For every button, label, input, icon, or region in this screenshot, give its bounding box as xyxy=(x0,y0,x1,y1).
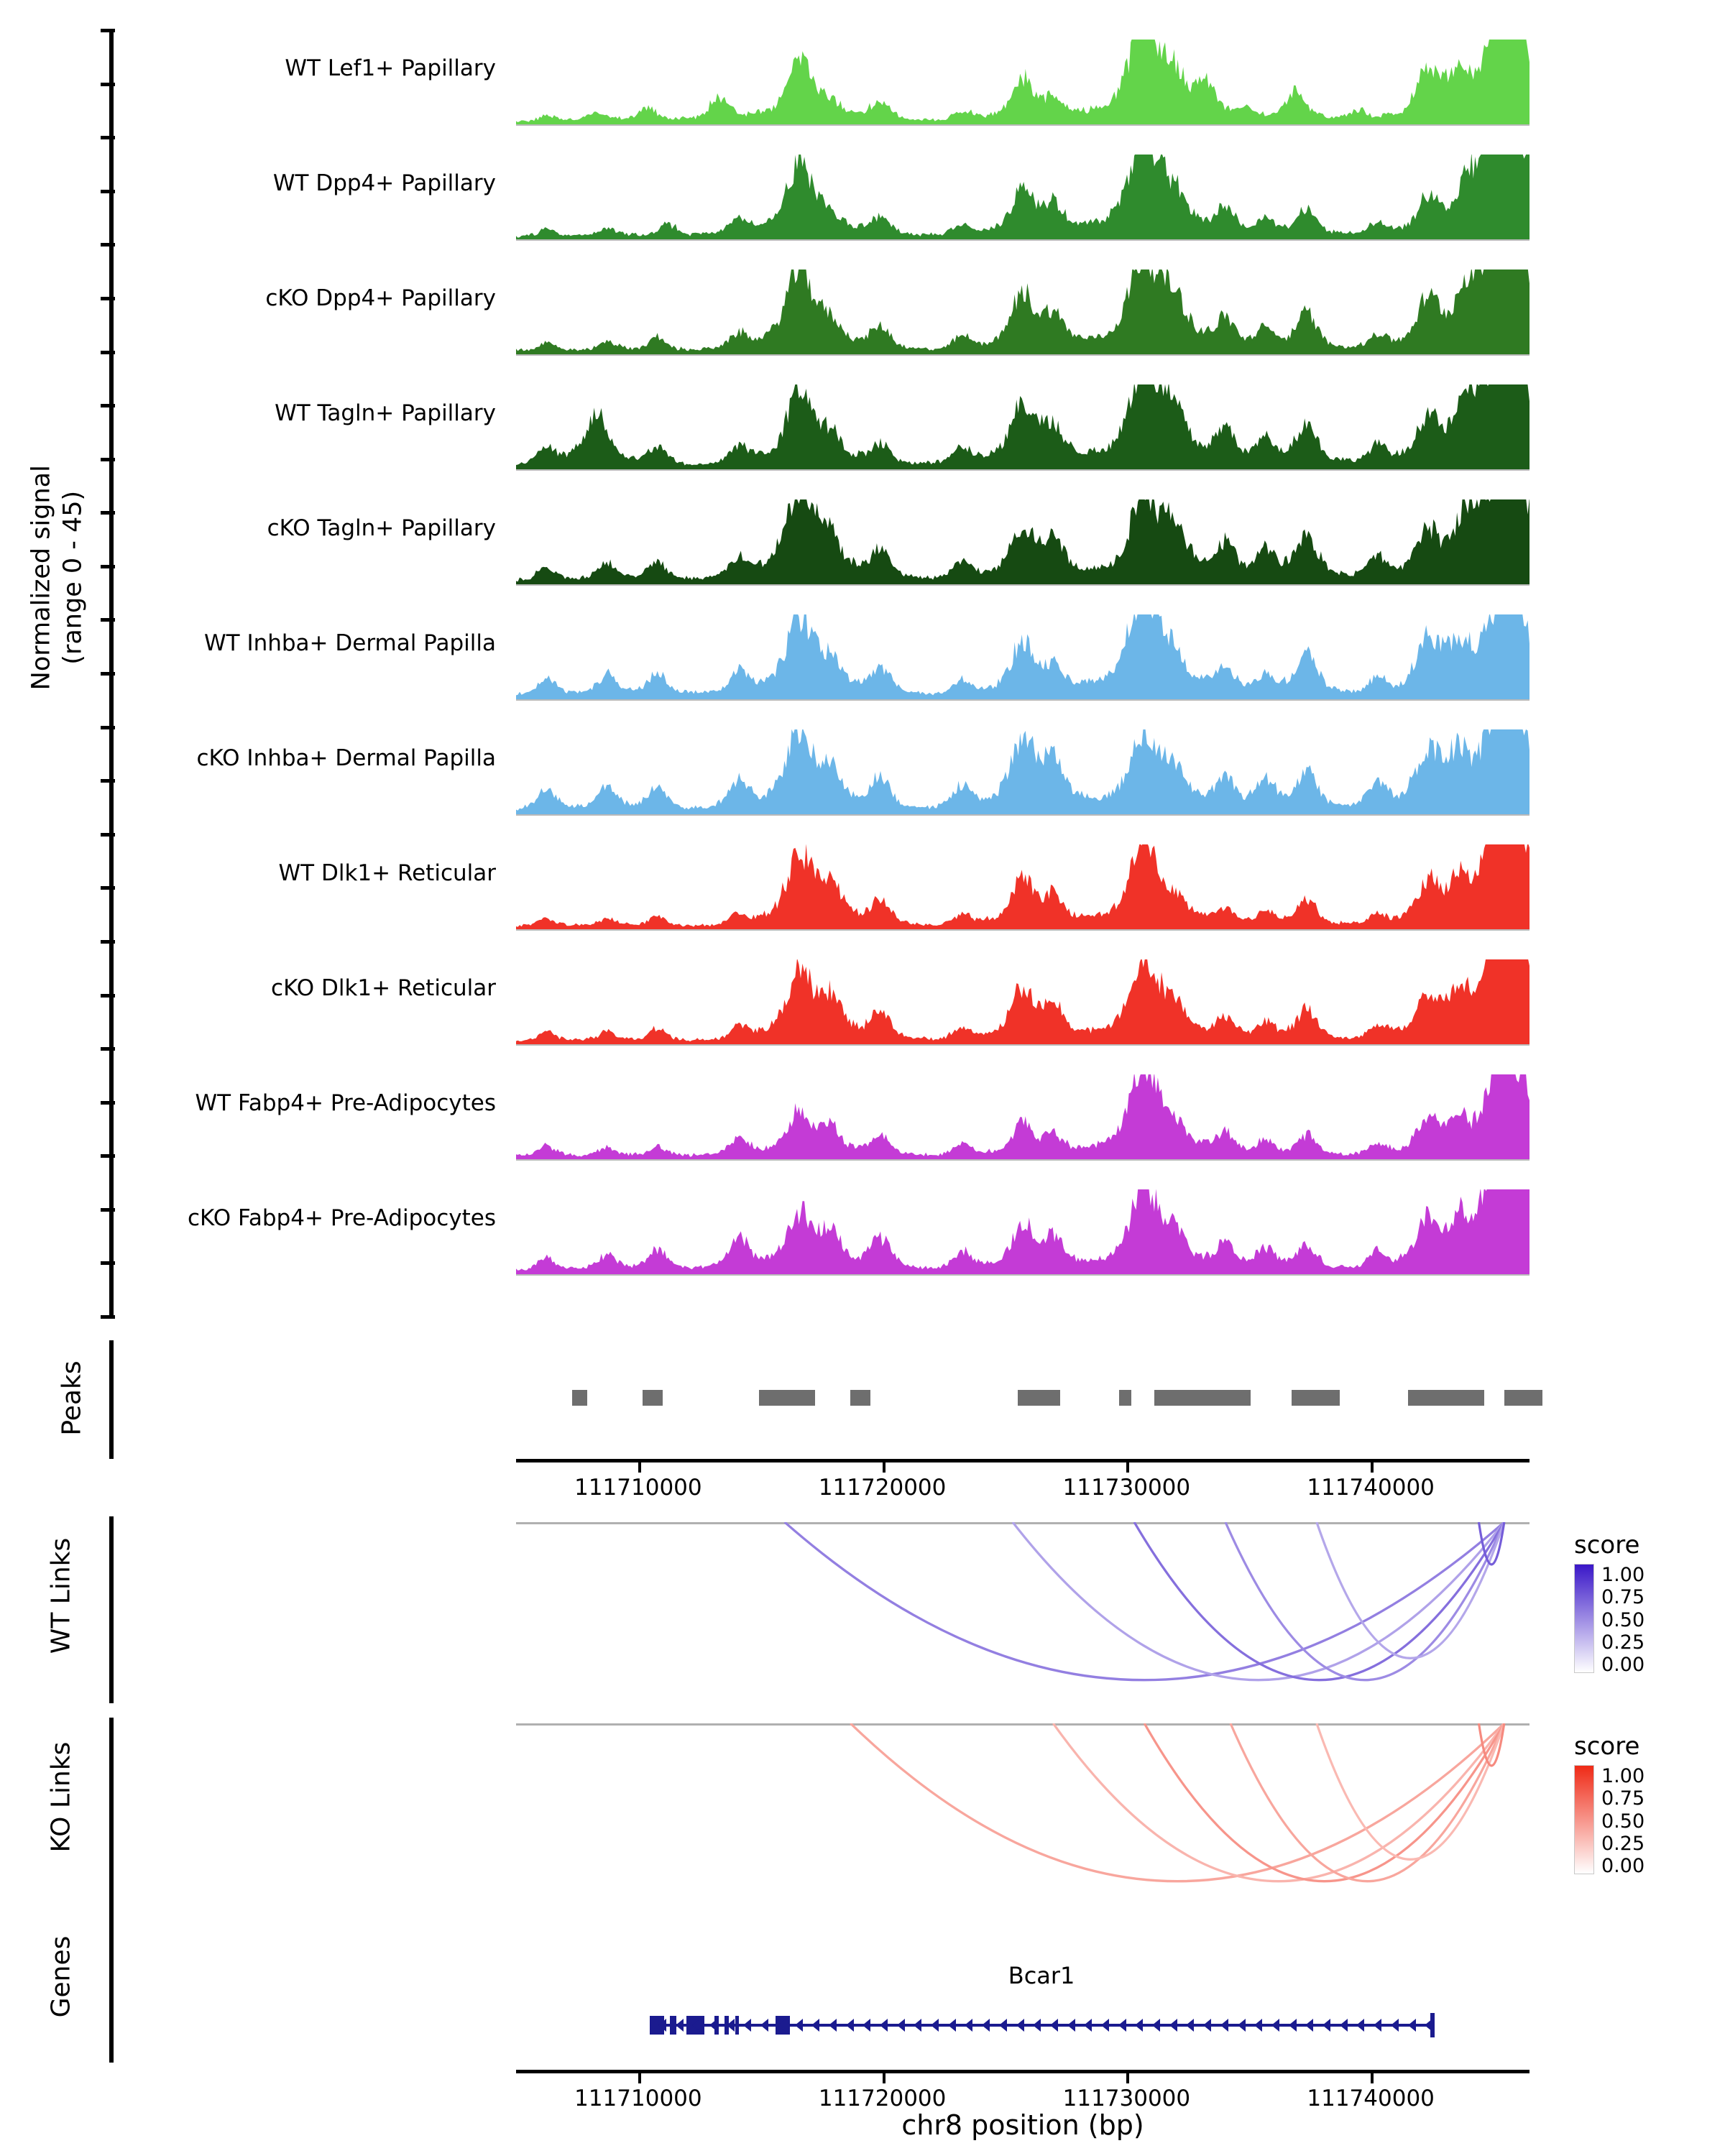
strand-arrow-icon xyxy=(658,2019,666,2032)
coverage-track xyxy=(0,729,1725,844)
strand-arrow-icon xyxy=(1016,2019,1024,2032)
strand-arrow-icon xyxy=(1067,2019,1075,2032)
coverage-track-signal xyxy=(516,1189,1530,1274)
genes-label: Genes xyxy=(46,1935,76,2018)
coverage-track-label: WT Tagln+ Papillary xyxy=(275,400,496,426)
strand-arrow-icon xyxy=(1033,2019,1041,2032)
ko-links-bracket xyxy=(109,1718,114,1904)
strand-arrow-icon xyxy=(1254,2019,1262,2032)
axis-tick-label: 111710000 xyxy=(574,2086,702,2111)
strand-arrow-icon xyxy=(1305,2019,1313,2032)
coverage-track-label: cKO Tagln+ Papillary xyxy=(267,515,496,541)
strand-arrow-icon xyxy=(1340,2019,1348,2032)
x-axis-title: chr8 position (bp) xyxy=(901,2109,1144,2141)
strand-arrow-icon xyxy=(1135,2019,1143,2032)
axis-tick-label: 111720000 xyxy=(818,1475,947,1501)
legend-tick-label: 0.50 xyxy=(1601,1810,1645,1833)
coverage-track-signal xyxy=(516,1074,1530,1159)
strand-arrow-icon xyxy=(1050,2019,1058,2032)
gene-end-cap xyxy=(1430,2013,1435,2037)
ko-links-arcs xyxy=(516,1723,1530,1903)
coverage-track xyxy=(0,155,1725,270)
peak-region xyxy=(643,1390,663,1406)
coverage-track-baseline xyxy=(516,1044,1530,1046)
strand-arrow-icon xyxy=(1271,2019,1279,2032)
ko-legend-title: score xyxy=(1574,1732,1640,1761)
coverage-track-signal xyxy=(516,40,1530,124)
peaks-bracket xyxy=(109,1340,114,1459)
coverage-track-signal xyxy=(516,270,1530,354)
coverage-track-baseline xyxy=(516,699,1530,701)
strand-arrow-icon xyxy=(1289,2019,1297,2032)
strand-arrow-icon xyxy=(811,2019,819,2032)
axis-tick xyxy=(101,1315,115,1319)
axis-tick xyxy=(638,2073,641,2083)
strand-arrow-icon xyxy=(778,2019,786,2032)
strand-arrow-icon xyxy=(914,2019,921,2032)
wt-legend-title: score xyxy=(1574,1531,1640,1560)
axis-tick xyxy=(1126,2073,1129,2083)
strand-arrow-icon xyxy=(1101,2019,1109,2032)
coverage-track-signal xyxy=(516,384,1530,469)
strand-arrow-icon xyxy=(1374,2019,1381,2032)
coverage-track xyxy=(0,1074,1725,1189)
axis-tick-label: 111740000 xyxy=(1307,1475,1435,1501)
coverage-track xyxy=(0,40,1725,155)
genes-bracket xyxy=(109,1904,114,2063)
strand-arrow-icon xyxy=(1220,2019,1228,2032)
coverage-track-baseline xyxy=(516,1274,1530,1276)
ko-links-label: KO Links xyxy=(46,1741,76,1853)
coverage-y-axis-label-line1: Normalized signal xyxy=(27,465,56,691)
coverage-track-signal xyxy=(516,959,1530,1044)
genes-panel xyxy=(0,1883,1725,2156)
coverage-track-signal xyxy=(516,729,1530,814)
coverage-track-label: cKO Dlk1+ Reticular xyxy=(271,975,496,1001)
peaks-label: Peaks xyxy=(57,1360,87,1436)
peak-region xyxy=(1408,1390,1484,1406)
strand-arrow-icon xyxy=(862,2019,870,2032)
coverage-track-signal xyxy=(516,155,1530,239)
axis-tick xyxy=(1126,1462,1129,1473)
position-axis-top xyxy=(516,1459,1530,1462)
strand-arrow-icon xyxy=(1118,2019,1126,2032)
legend-tick-label: 0.75 xyxy=(1601,1586,1645,1609)
strand-arrow-icon xyxy=(743,2019,751,2032)
axis-tick xyxy=(1371,2073,1374,2083)
coverage-track xyxy=(0,844,1725,959)
wt-links-legend xyxy=(1574,1531,1725,1676)
wt-links-arcs xyxy=(516,1522,1530,1702)
coverage-track-label: WT Dlk1+ Reticular xyxy=(278,860,496,886)
legend-tick-label: 1.00 xyxy=(1601,1564,1645,1586)
wt-legend-colorbar xyxy=(1574,1564,1594,1673)
coverage-track-baseline xyxy=(516,354,1530,356)
axis-tick xyxy=(883,1462,886,1473)
coverage-track-label: WT Inhba+ Dermal Papilla xyxy=(204,630,496,656)
coverage-track xyxy=(0,1189,1725,1304)
peak-region xyxy=(759,1390,815,1406)
axis-tick xyxy=(883,2073,886,2083)
strand-arrow-icon xyxy=(1084,2019,1092,2032)
coverage-track-signal xyxy=(516,844,1530,929)
axis-tick xyxy=(638,1462,641,1473)
wt-legend-tick-labels xyxy=(1601,1564,1644,1676)
legend-tick-label: 0.75 xyxy=(1601,1787,1645,1810)
strand-arrow-icon xyxy=(692,2019,700,2032)
peak-region xyxy=(572,1390,587,1406)
gene-exon xyxy=(735,2016,740,2035)
ko-links-legend xyxy=(1574,1732,1725,1877)
coverage-track-label: cKO Dpp4+ Papillary xyxy=(265,285,496,311)
strand-arrow-icon xyxy=(931,2019,939,2032)
strand-arrow-icon xyxy=(999,2019,1007,2032)
strand-arrow-icon xyxy=(948,2019,956,2032)
coverage-track-label: WT Fabp4+ Pre-Adipocytes xyxy=(195,1090,496,1116)
strand-arrow-icon xyxy=(1203,2019,1211,2032)
wt-links-label: WT Links xyxy=(46,1537,76,1654)
coverage-track-signal xyxy=(516,499,1530,584)
peak-region xyxy=(850,1390,870,1406)
peak-region xyxy=(1504,1390,1543,1406)
legend-tick-label: 0.50 xyxy=(1601,1608,1645,1631)
strand-arrow-icon xyxy=(676,2019,684,2032)
coverage-track-baseline xyxy=(516,584,1530,586)
legend-tick-label: 0.00 xyxy=(1601,1855,1645,1877)
ko-legend-tick-labels xyxy=(1601,1765,1644,1877)
strand-arrow-icon xyxy=(1408,2019,1416,2032)
coverage-track-label: WT Lef1+ Papillary xyxy=(285,55,496,81)
strand-arrow-icon xyxy=(846,2019,854,2032)
strand-arrow-icon xyxy=(795,2019,803,2032)
strand-arrow-icon xyxy=(1391,2019,1399,2032)
coverage-track-baseline xyxy=(516,239,1530,241)
coverage-track xyxy=(0,959,1725,1074)
strand-arrow-icon xyxy=(727,2019,735,2032)
strand-arrow-icon xyxy=(1356,2019,1364,2032)
axis-tick-label: 111710000 xyxy=(574,1475,702,1501)
coverage-track xyxy=(0,270,1725,384)
position-axis-bottom xyxy=(516,2070,1530,2073)
legend-tick-label: 1.00 xyxy=(1601,1765,1645,1787)
axis-tick-label: 111730000 xyxy=(1062,1475,1191,1501)
legend-tick-label: 0.00 xyxy=(1601,1654,1645,1676)
legend-tick-label: 0.25 xyxy=(1601,1832,1645,1855)
axis-tick-label: 111720000 xyxy=(818,2086,947,2111)
strand-arrow-icon xyxy=(709,2019,717,2032)
coverage-track-baseline xyxy=(516,1159,1530,1161)
coverage-track-label: cKO Inhba+ Dermal Papilla xyxy=(196,745,496,771)
ko-legend-colorbar xyxy=(1574,1765,1594,1874)
strand-arrow-icon xyxy=(1238,2019,1246,2032)
peak-region xyxy=(1018,1390,1060,1406)
coverage-track-baseline xyxy=(516,124,1530,126)
strand-arrow-icon xyxy=(897,2019,905,2032)
wt-links-bracket xyxy=(109,1516,114,1703)
coverage-track-label: WT Dpp4+ Papillary xyxy=(272,170,496,196)
strand-arrow-icon xyxy=(965,2019,972,2032)
coverage-track-baseline xyxy=(516,814,1530,816)
strand-arrow-icon xyxy=(1322,2019,1330,2032)
axis-tick-label: 111740000 xyxy=(1307,2086,1435,2111)
coverage-track-label: cKO Fabp4+ Pre-Adipocytes xyxy=(188,1205,496,1231)
strand-arrow-icon xyxy=(829,2019,837,2032)
coverage-y-axis-label-line2: (range 0 - 45) xyxy=(58,490,87,665)
peak-region xyxy=(1119,1390,1131,1406)
axis-tick xyxy=(101,29,115,32)
strand-arrow-icon xyxy=(982,2019,990,2032)
peak-region xyxy=(1292,1390,1340,1406)
strand-arrow-icon xyxy=(1186,2019,1194,2032)
axis-tick-label: 111730000 xyxy=(1062,2086,1191,2111)
strand-arrow-icon xyxy=(1152,2019,1160,2032)
coverage-track-signal xyxy=(516,614,1530,699)
coverage-track xyxy=(0,384,1725,499)
coverage-track-baseline xyxy=(516,929,1530,931)
legend-tick-label: 0.25 xyxy=(1601,1631,1645,1654)
wt-links-panel xyxy=(0,1516,1725,1732)
gene-name-label: Bcar1 xyxy=(1008,1962,1075,1989)
coverage-track xyxy=(0,614,1725,729)
strand-arrow-icon xyxy=(880,2019,888,2032)
strand-arrow-icon xyxy=(1169,2019,1177,2032)
strand-arrow-icon xyxy=(760,2019,768,2032)
coverage-track-baseline xyxy=(516,469,1530,471)
axis-tick xyxy=(1371,1462,1374,1473)
coverage-track xyxy=(0,499,1725,614)
peak-region xyxy=(1154,1390,1251,1406)
